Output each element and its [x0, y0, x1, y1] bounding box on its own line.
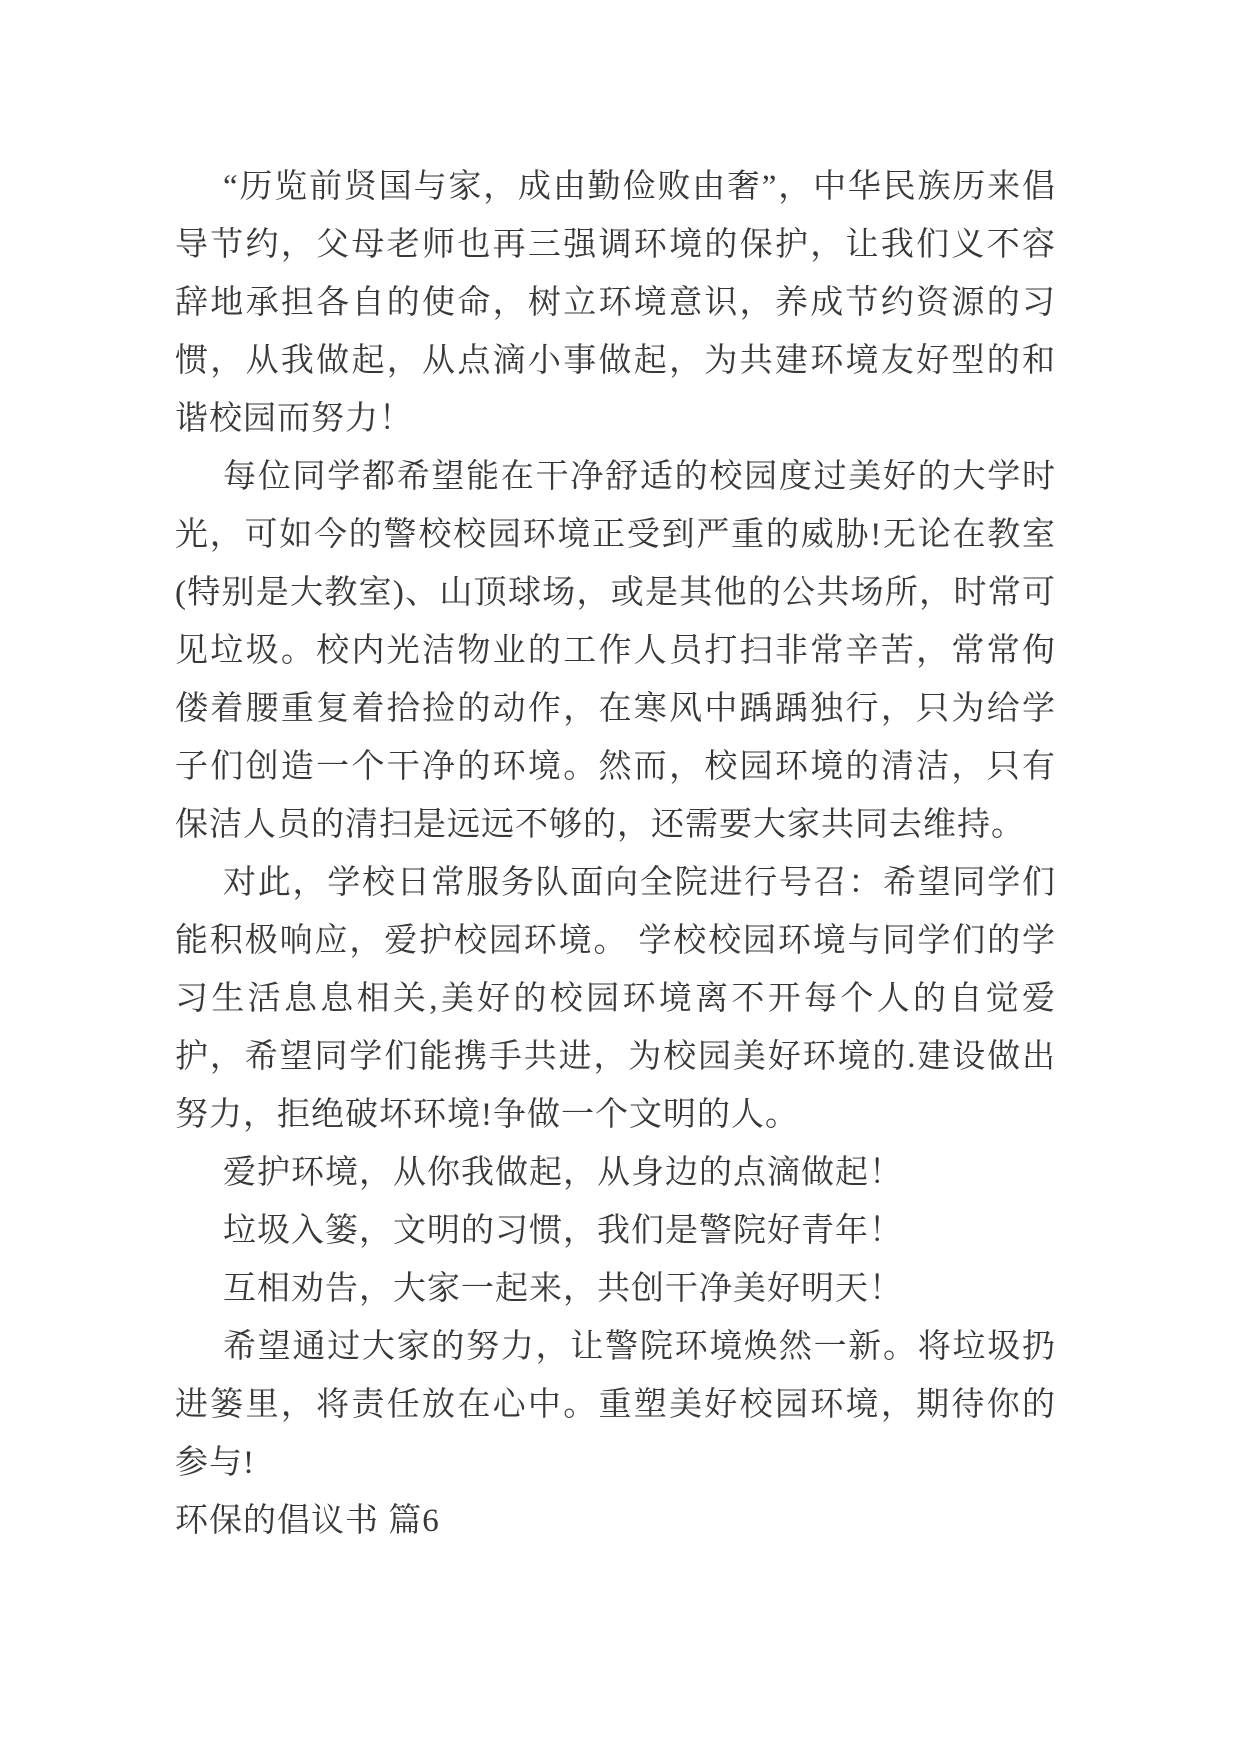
paragraph: 对此，学校日常服务队面向全院进行号召：希望同学们能积极响应，爱护校园环境。 学校校园环境与同学们的学习生活息息相关,美好的校园环境离不开每个人的自觉爱护，希望同学们能携手共进，为校园美好环境的.建设做出努力，拒绝破坏环境!争做一个文明的人。 — [175, 865, 1056, 1133]
paragraph: 垃圾入篓，文明的习惯，我们是警院好青年！ — [223, 1213, 903, 1249]
paragraph: 互相劝告，大家一起来，共创干净美好明天！ — [223, 1271, 903, 1307]
paragraph: 希望通过大家的努力，让警院环境焕然一新。将垃圾扔进篓里，将责任放在心中。重塑美好校园环境，期待你的参与! — [175, 1329, 1056, 1481]
paragraph: “历览前贤国与家，成由勤俭败由奢”，中华民族历来倡导节约，父母老师也再三强调环境的保护，让我们义不容辞地承担各自的使命，树立环境意识，养成节约资源的习惯，从我做起，从点滴小事做起，为共建环境友好型的和谐校园而努力！ — [175, 169, 1056, 437]
paragraph: 爱护环境，从你我做起，从身边的点滴做起！ — [223, 1155, 903, 1191]
document-body — [175, 158, 1056, 1550]
paragraph: 环保的倡议书 篇6 — [175, 1503, 440, 1539]
paragraph: 每位同学都希望能在干净舒适的校园度过美好的大学时光，可如今的警校校园环境正受到严重的威胁!无论在教室(特别是大教室)、山顶球场，或是其他的公共场所，时常可见垃圾。校内光洁物业的工作人员打扫非常辛苦，常常佝偻着腰重复着拾捡的动作，在寒风中踽踽独行，只为给学子们创造一个干净的环境。然而，校园环境的清洁，只有保洁人员的清扫是远远不够的，还需要大家共同去维持。 — [175, 459, 1056, 843]
